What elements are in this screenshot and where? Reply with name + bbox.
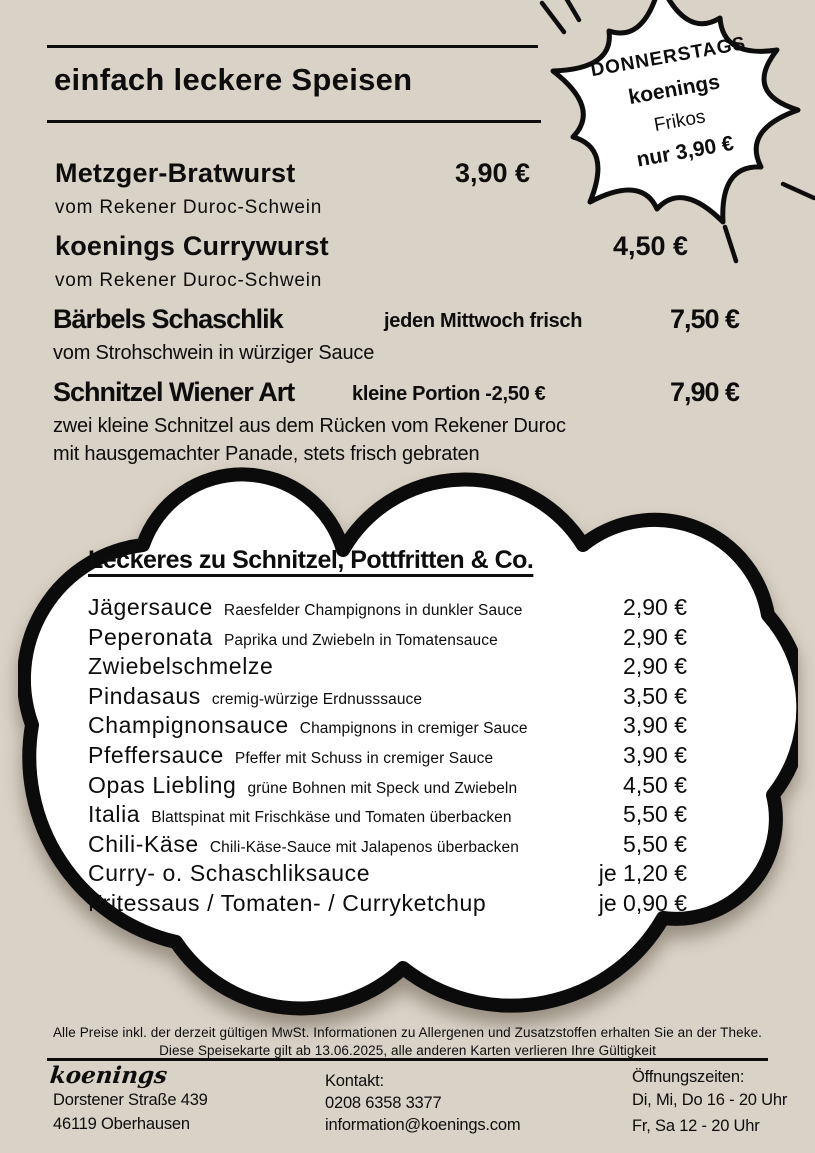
sauce-section-heading: Leckeres zu Schnitzel, Pottfritten & Co. [88, 546, 534, 574]
sauce-row [88, 742, 687, 772]
hours-line: Di, Mi, Do 16 - 20 Uhr [632, 1091, 788, 1109]
burst-line-1: DONNERSTAGS [589, 33, 748, 82]
sauce-price: 5,50 € [623, 830, 687, 857]
sauce-row [88, 683, 687, 713]
sauce-list [88, 594, 687, 920]
disclaimer-line-2: Diese Speisekarte gilt ab 13.06.2025, alle anderen Karten verlieren Ihre Gültigkeit [159, 1043, 656, 1058]
address-line: 46119 Oberhausen [53, 1115, 190, 1133]
sauce-price: 2,90 € [623, 594, 687, 620]
sauce-desc: grüne Bohnen mit Speck und Zwiebeln [247, 779, 518, 797]
sauce-price: je 0,90 € [598, 889, 687, 916]
sauce-name: Champignonsauce [88, 712, 289, 739]
footer-rule [47, 1058, 768, 1061]
burst-line-2: koenings [626, 70, 722, 109]
sauce-name: Pfeffersauce [88, 741, 224, 768]
sauce-name: Jägersauce [88, 594, 213, 620]
hours-line: Fr, Sa 12 - 20 Uhr [632, 1117, 760, 1135]
sauce-price: 4,50 € [623, 771, 687, 798]
disclaimer-line-1: Alle Preise inkl. der derzeit gültigen MwSt. Informationen zu Allergenen und Zusatzstoffen erhalten Sie an der Theke. [52, 1025, 763, 1040]
item-price: 7,90 € [670, 377, 740, 407]
sauce-desc: Pfeffer mit Schuss in cremiger Sauce [234, 749, 494, 767]
brand-logo: koenings [48, 1062, 169, 1089]
address-line: Dorstener Straße 439 [53, 1091, 208, 1109]
sauce-price: 2,90 € [623, 653, 687, 680]
item-note: jeden Mittwoch frisch [384, 310, 583, 332]
sauce-price: 3,90 € [623, 741, 687, 768]
sauce-name: Peperonata [88, 623, 213, 650]
sauce-name: Italia [88, 801, 141, 828]
item-price: 4,50 € [613, 231, 689, 261]
sauce-desc: Champignons in cremiger Sauce [299, 720, 528, 738]
burst-line-3: Frikos [652, 106, 708, 137]
item-name: Bärbels Schaschlik [53, 304, 283, 334]
sauce-price: 3,50 € [623, 682, 687, 709]
sauce-name: Chili-Käse [88, 830, 199, 857]
page-title: einfach leckere Speisen [54, 62, 413, 97]
sauce-price: 3,90 € [623, 712, 687, 739]
item-desc: zwei kleine Schnitzel aus dem Rücken vom Rekener Duroc [53, 415, 566, 437]
sauce-row [88, 624, 687, 654]
item-desc: vom Rekener Duroc-Schwein [55, 270, 323, 291]
sauce-name: Opas Liebling [88, 771, 237, 798]
sauce-row [88, 831, 687, 861]
item-name: Metzger-Bratwurst [55, 158, 296, 188]
item-price: 3,90 € [455, 158, 531, 188]
sauce-row [88, 594, 687, 624]
sauce-desc: Paprika und Zwiebeln in Tomatensauce [223, 631, 498, 649]
header-rule-bottom [47, 120, 541, 123]
sauce-row [88, 772, 687, 802]
sauce-name: Zwiebelschmelze [88, 653, 274, 680]
contact-email: information@koenings.com [325, 1116, 521, 1134]
contact-phone: 0208 6358 3377 [325, 1094, 442, 1112]
sauce-row [88, 712, 687, 742]
hours-label: Öffnungszeiten: [632, 1068, 745, 1086]
sauce-name: Curry- o. Schaschliksauce [88, 860, 371, 887]
item-desc: mit hausgemachter Panade, stets frisch gebraten [53, 443, 480, 465]
sauce-row [88, 653, 687, 683]
sauce-row [88, 890, 687, 920]
item-name: koenings Currywurst [55, 231, 329, 261]
sauce-desc: Blattspinat mit Frischkäse und Tomaten überbacken [151, 809, 512, 827]
sauce-desc: cremig-würzige Erdnusssauce [211, 690, 423, 708]
sauce-price: 2,90 € [623, 623, 687, 650]
sauce-row [88, 860, 687, 890]
item-desc: vom Rekener Duroc-Schwein [55, 197, 323, 218]
item-desc: vom Strohschwein in würziger Sauce [53, 342, 375, 364]
sauce-desc: Raesfelder Champignons in dunkler Sauce [223, 602, 523, 619]
burst-line-4: nur 3,90 € [634, 131, 736, 172]
item-note: kleine Portion -2,50 € [352, 383, 546, 405]
item-name: Schnitzel Wiener Art [53, 377, 295, 407]
contact-label: Kontakt: [325, 1072, 384, 1090]
sauce-name: Fritessaus / Tomaten- / Curryketchup [88, 889, 487, 916]
sauce-row [88, 801, 687, 831]
item-price: 7,50 € [670, 304, 740, 334]
sauce-desc: Chili-Käse-Sauce mit Jalapenos überbacken [209, 838, 519, 856]
sauce-name: Pindasaus [88, 682, 201, 709]
sauce-price: 5,50 € [623, 801, 687, 828]
header-rule-top [47, 45, 538, 48]
sauce-price: je 1,20 € [598, 860, 687, 887]
